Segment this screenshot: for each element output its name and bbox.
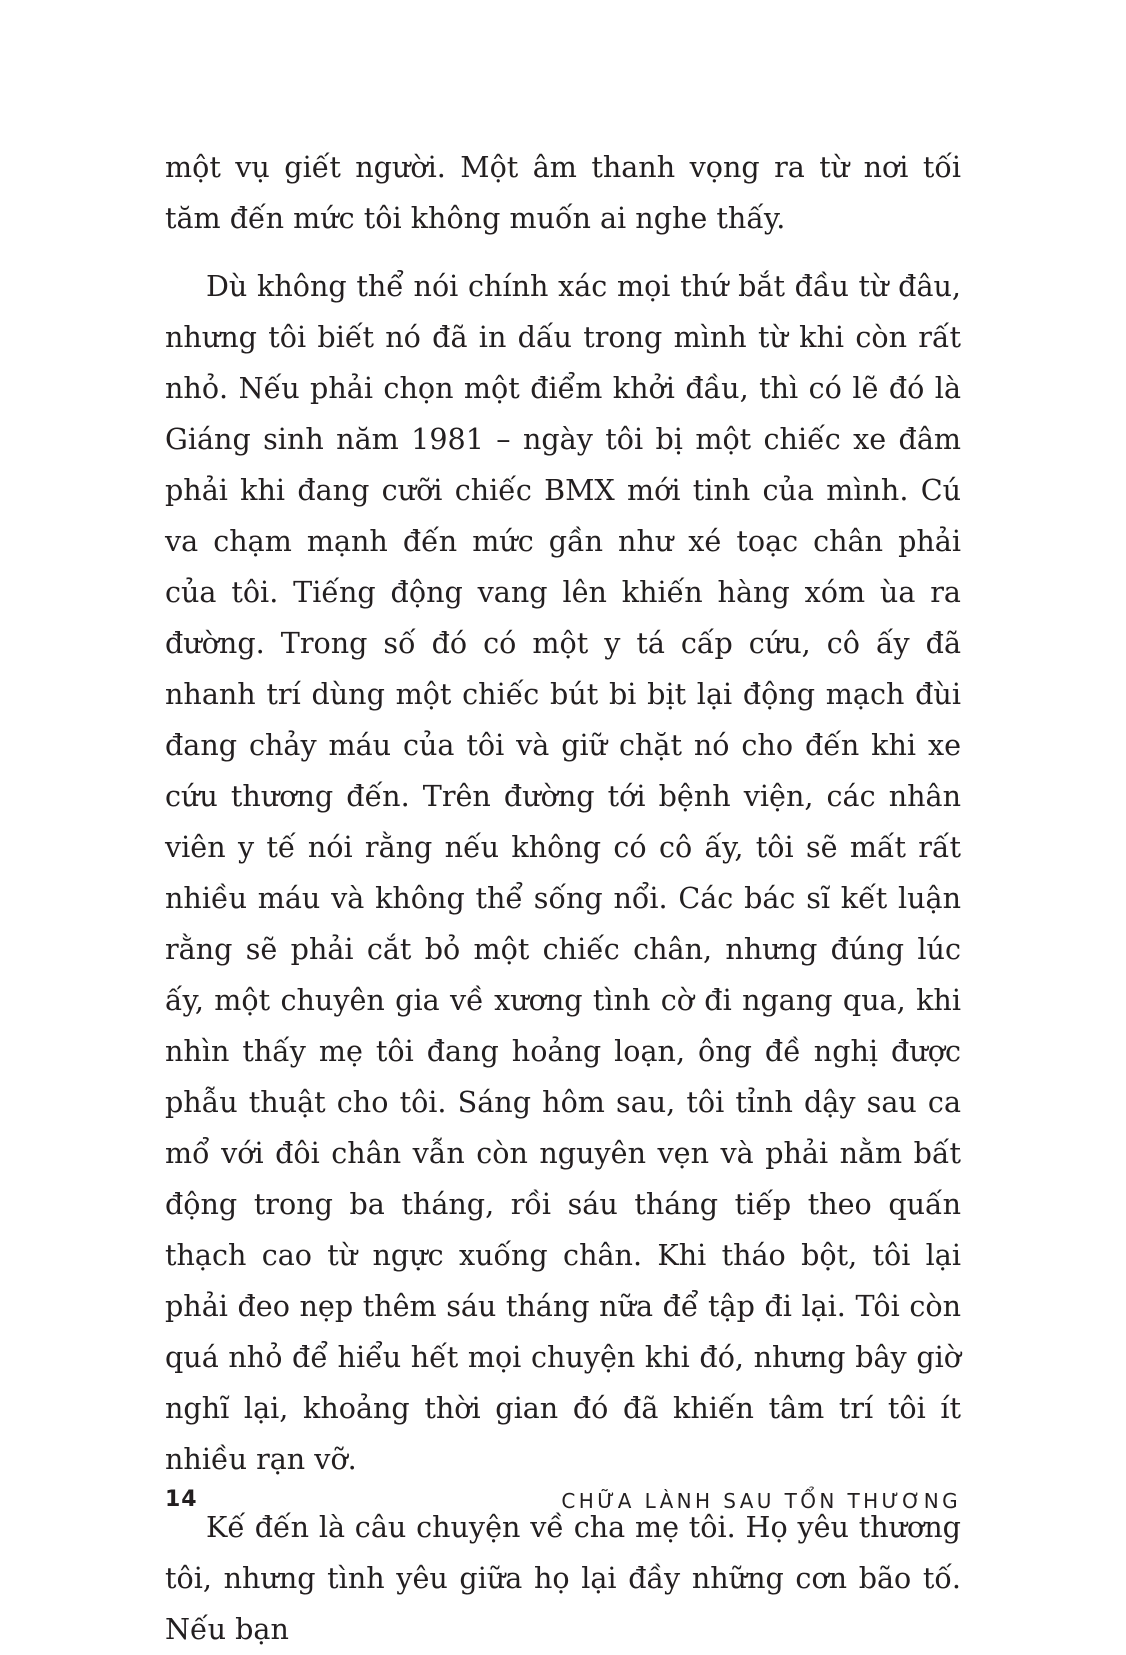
paragraph-parents-story: Kế đến là câu chuyện về cha mẹ tôi. Họ yêu thương tôi, nhưng tình yêu giữa họ lại đầy những cơn bão tố. Nếu bạn	[165, 1510, 961, 1646]
page-number: 14	[165, 1487, 198, 1512]
paragraph-accident-story: Dù không thể nói chính xác mọi thứ bắt đầu từ đâu, nhưng tôi biết nó đã in dấu trong mình từ khi còn rất nhỏ. Nếu phải chọn một điểm khởi đầu, thì có lẽ đó là Giáng sinh năm 1981 – ngày tôi bị một chiếc xe đâm phải khi đang cưỡi chiếc BMX mới tinh của mình. Cú va chạm mạnh đến mức gần như xé toạc chân phải của tôi. Tiếng động vang lên khiến hàng xóm ùa ra đường. Trong số đó có một y tá cấp cứu, cô ấy đã nhanh trí dùng một chiếc bút bi bịt lại động mạch đùi đang chảy máu của tôi và giữ chặt nó cho đến khi xe cứu thương đến. Trên đường tới bệnh viện, các nhân viên y tế nói rằng nếu không có cô ấy, tôi sẽ mất rất nhiều máu và không thể sống nổi. Các bác sĩ kết luận rằng sẽ phải cắt bỏ một chiếc chân, nhưng đúng lúc ấy, một chuyên gia về xương tình cờ đi ngang qua, khi nhìn thấy mẹ tôi đang hoảng loạn, ông đề nghị được phẫu thuật cho tôi. Sáng hôm sau, tôi tỉnh dậy sau ca mổ với đôi chân vẫn còn nguyên vẹn và phải nằm bất động trong ba tháng, rồi sáu tháng tiếp theo quấn thạch cao từ ngực xuống chân. Khi tháo bột, tôi lại phải đeo nẹp thêm sáu tháng nữa để tập đi lại. Tôi còn quá nhỏ để hiểu hết mọi chuyện khi đó, nhưng bây giờ nghĩ lại, khoảng thời gian đó đã khiến tâm trí tôi ít nhiều rạn vỡ.	[165, 269, 961, 1476]
running-book-title: CHỮA LÀNH SAU TỔN THƯƠNG	[561, 1489, 961, 1513]
paragraph-continuation: một vụ giết người. Một âm thanh vọng ra từ nơi tối tăm đến mức tôi không muốn ai nghe thấy.	[165, 150, 961, 235]
body-text	[165, 142, 961, 1655]
